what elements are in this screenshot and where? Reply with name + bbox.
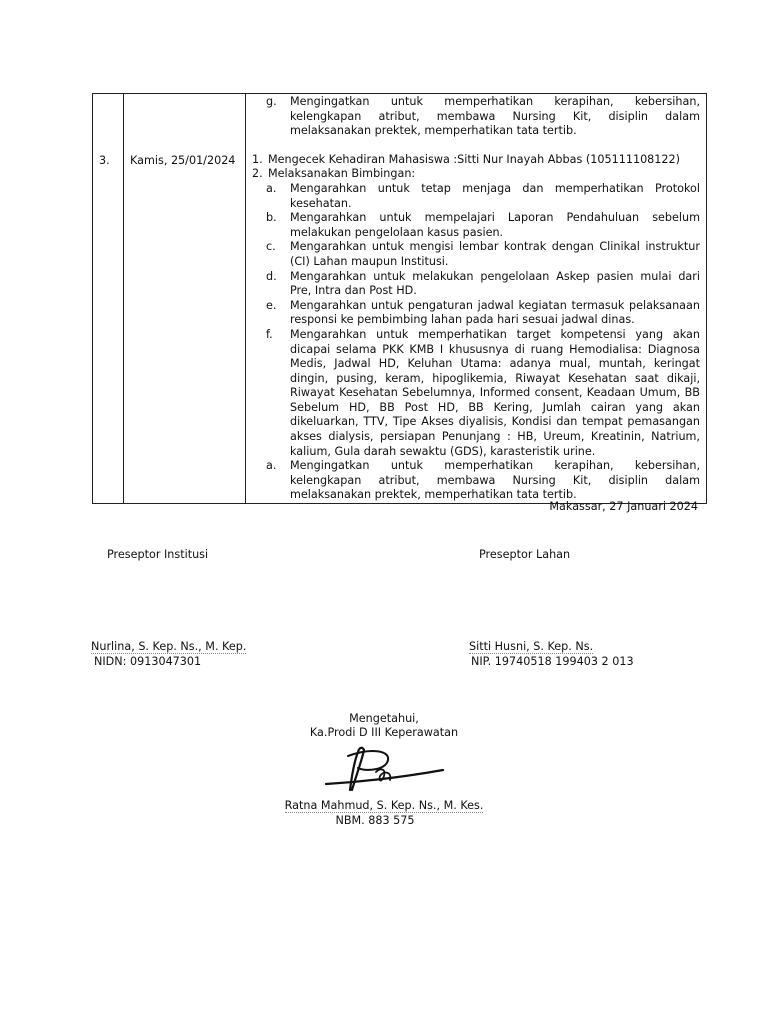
list-item	[252, 211, 700, 240]
left-signer-role: Preseptor Institusi	[107, 548, 209, 561]
list-item	[252, 299, 700, 328]
right-signer-name: Sitti Husni, S. Kep. Ns.	[469, 640, 594, 653]
list-item	[252, 240, 700, 269]
item-letter: g.	[266, 95, 277, 108]
item-text: Melaksanakan Bimbingan:	[268, 167, 416, 181]
row-date: Kamis, 25/01/2024	[130, 154, 236, 167]
date-cell	[124, 94, 246, 504]
list-item	[252, 167, 700, 182]
activity-table	[92, 93, 707, 504]
head-name: Ratna Mahmud, S. Kep. Ns., M. Kes.	[284, 799, 484, 812]
list-item	[252, 182, 700, 211]
item-letter: c.	[266, 240, 276, 254]
list-item	[252, 459, 700, 503]
head-name-line	[0, 799, 768, 812]
number-cell	[93, 94, 124, 504]
item-number: 2.	[252, 167, 263, 181]
list-item	[252, 328, 700, 459]
item-text: Mengarahkan untuk melakukan pengelolaan Askep pasien mulai dari Pre, Intra dan Post HD.	[290, 269, 700, 298]
list-item	[252, 270, 700, 299]
table-row	[93, 94, 707, 504]
item-text: Mengarahkan untuk mempelajari Laporan Pendahuluan sebelum melakukan pengelolaan kasus pasien.	[290, 211, 700, 239]
row-number: 3.	[99, 154, 110, 167]
signature-icon	[318, 742, 448, 794]
item-text: Mengarahkan untuk tetap menjaga dan memperhatikan Protokol kesehatan.	[290, 181, 700, 210]
right-signer-id: NIP. 19740518 199403 2 013	[471, 655, 634, 668]
item-text: Mengingatkan untuk memperhatikan kerapihan, kebersihan, kelengkapan atribut, membawa Nursing Kit, disiplin dalam melaksanakan prektek, memperhatikan tata tertib.	[290, 95, 700, 138]
left-signer-name: Nurlina, S. Kep. Ns., M. Kep.	[91, 640, 247, 653]
item-text: Mengarahkan untuk memperhatikan target kompetensi yang akan dicapai selama PKK KMB I khususnya di ruang Hemodialisa: Diagnosa Medis, Jadwal HD, Keluhan Utama: adanya mual, muntah, keringat dingin, pusing, keram, hipoglikemia, Riwayat Kesehatan saat dikaji, Riwayat Kesehatan Sebelumnya, Informed consent, Keadaan Umum, BB Sebelum HD, BB Post HD, BB Kering, Jumlah cairan yang akan dikeluarkan, TTV, Tipe Akses diyalisis, Kondisi dan tempat pemasangan akses dialysis, persiapan Penunjang : HB, Ureum, Kreatinin, Natrium, kalium, Gula darah sewaktu (GDS), karasteristik urine.	[290, 327, 700, 458]
acknowledge-label: Mengetahui,	[349, 712, 419, 725]
item-letter: a.	[266, 181, 277, 195]
place-date: Makassar, 27 Januari 2024	[549, 500, 698, 513]
item-letter: f.	[266, 327, 273, 341]
list-item	[252, 95, 700, 139]
item-text: Mengarahkan untuk mengisi lembar kontrak dengan Clinikal instruktur (CI) Lahan maupun Institusi.	[290, 240, 700, 268]
left-signer-id: NIDN: 0913047301	[94, 655, 202, 668]
handwritten-signature	[318, 742, 448, 797]
item-letter: d.	[266, 269, 277, 283]
head-id: NBM. 883 575	[335, 814, 415, 827]
item-letter: a.	[266, 459, 277, 473]
right-signer-role: Preseptor Lahan	[479, 548, 571, 561]
item-text: Mengarahkan untuk pengaturan jadwal kegiatan termasuk pelaksanaan responsi ke pembimbing lahan pada hari sesuai jadwal dinas.	[290, 298, 700, 327]
item-letter: e.	[266, 298, 277, 312]
item-text: Mengecek Kehadiran Mahasiswa :Sitti Nur Inayah Abbas (105111108122)	[268, 152, 681, 166]
head-role: Ka.Prodi D III Keperawatan	[309, 726, 459, 739]
item-text: Mengingatkan untuk memperhatikan kerapihan, kebersihan, kelengkapan atribut, membawa Nursing Kit, disiplin dalam melaksanakan prektek, memperhatikan tata tertib.	[290, 459, 700, 502]
activity-cell	[246, 94, 707, 504]
item-letter: b.	[266, 211, 277, 225]
item-number: 1.	[252, 152, 263, 166]
list-item	[252, 153, 700, 168]
